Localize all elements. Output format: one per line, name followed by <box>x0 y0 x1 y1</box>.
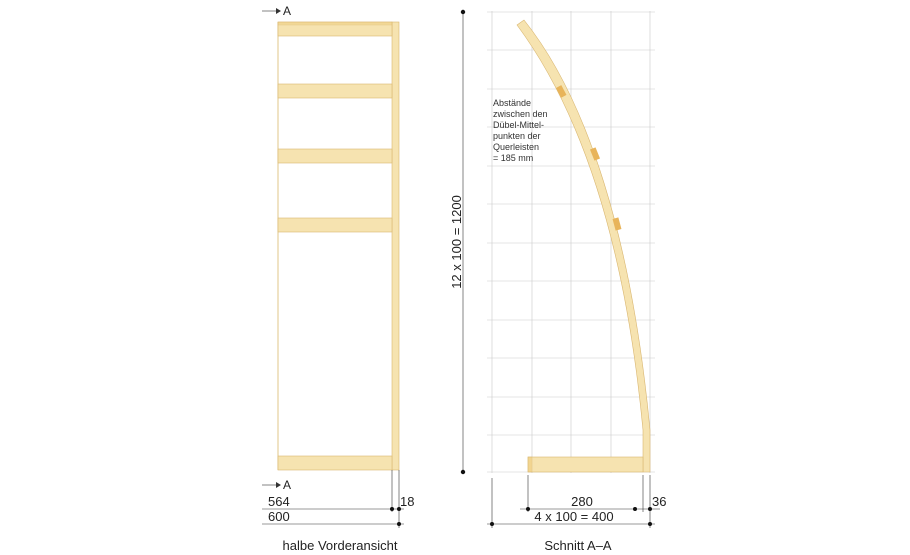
section-marker-bottom-label: A <box>283 478 292 492</box>
vertical-dim-dot-top <box>461 10 465 14</box>
rail-3 <box>278 149 392 163</box>
curved-upright <box>517 20 650 472</box>
dim-dot-3 <box>397 522 401 526</box>
section-view <box>449 10 666 553</box>
section-marker-top-label: A <box>283 4 292 18</box>
grid <box>487 11 655 473</box>
dim-dot-1 <box>390 507 394 511</box>
section-view-caption: Schnitt A–A <box>544 538 612 553</box>
dim-dot-400-left <box>490 522 494 526</box>
foot-board-end <box>528 457 532 472</box>
rail-bottom <box>278 456 392 470</box>
section-dim-total-label: 4 x 100 = 400 <box>534 509 614 524</box>
dim-total-label: 600 <box>268 509 290 524</box>
section-dim-board-label: 36 <box>652 494 667 509</box>
section-marker-bottom-arrow-icon <box>276 482 281 488</box>
dim-board-label: 18 <box>400 494 415 509</box>
foot-board <box>528 457 643 472</box>
vertical-dim-dot-bottom <box>461 470 465 474</box>
rail-4 <box>278 218 392 232</box>
rail-top-shade <box>278 22 392 25</box>
section-marker-top-arrow-icon <box>276 8 281 14</box>
dim-dot-280-left <box>526 507 530 511</box>
dim-dot-280-right <box>633 507 637 511</box>
dim-inner-label: 564 <box>268 494 290 509</box>
section-dim-inner-label: 280 <box>571 494 593 509</box>
rail-2 <box>278 84 392 98</box>
side-board <box>392 22 399 470</box>
vertical-dim-label: 12 x 100 = 1200 <box>449 195 464 289</box>
front-view <box>262 4 414 553</box>
front-view-caption: halbe Vorderansicht <box>282 538 398 553</box>
dim-dot-400-right <box>648 522 652 526</box>
dowel-spacing-note: Abstände zwischen den Dübel-Mittel- punkten der Querleisten = 185 mm <box>493 98 548 163</box>
